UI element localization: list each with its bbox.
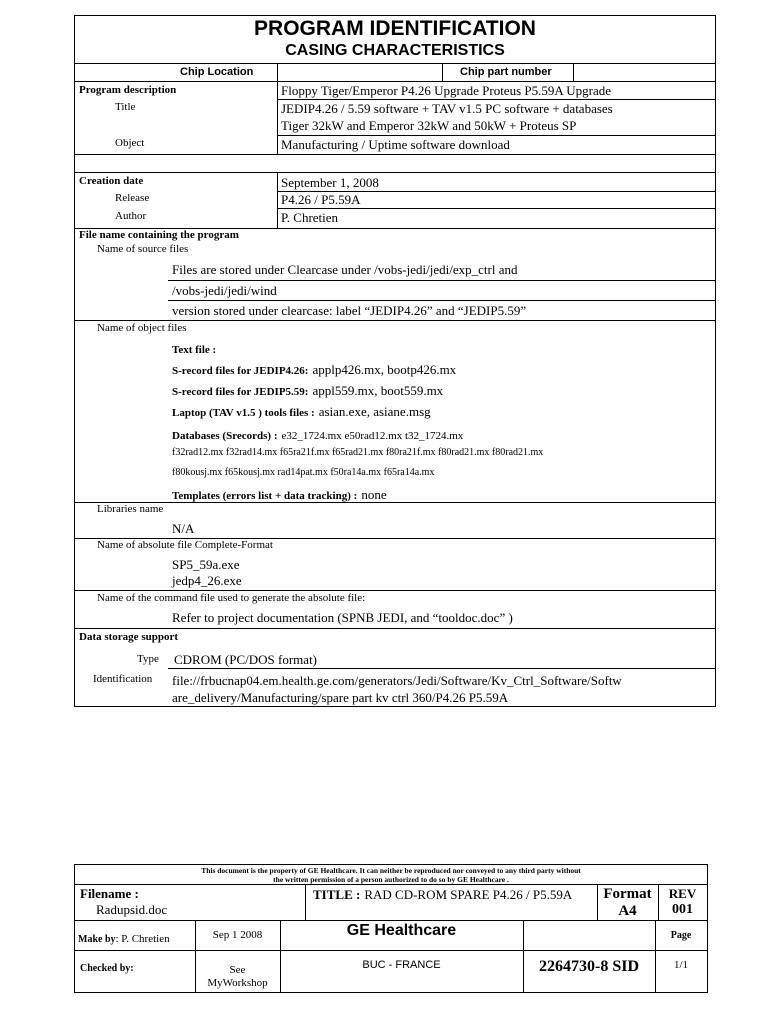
libraries-label: Libraries name: [97, 503, 164, 515]
chip-location-label: Chip Location: [180, 66, 254, 78]
databases-line3: f80kousj.mx f65kousj.mx rad14pat.mx f50ra14a.mx f65ra14a.mx: [172, 467, 435, 478]
creation-date-value: September 1, 2008: [281, 175, 379, 190]
property-notice-line2: the written permission of a person authorized to do so by GE Healthcare .: [273, 875, 509, 884]
absolute-file-line1: SP5_59a.exe: [172, 557, 240, 572]
srecord-559-label: S-record files for JEDIP5.59:: [172, 386, 309, 398]
srecord-426-line: [172, 361, 456, 379]
databases-line1: e32_1724.mx e50rad12.mx t32_1724.mx: [281, 430, 464, 442]
command-file-label: Name of the command file used to generate the absolute file:: [97, 592, 366, 604]
author-value: P. Chretien: [281, 210, 339, 225]
srecord-559-line: [172, 382, 443, 400]
identification-label: Identification: [93, 673, 153, 685]
footer-title: [313, 886, 572, 904]
release-label: Release: [115, 192, 150, 204]
filename-value: Radupsid.doc: [96, 902, 168, 917]
laptop-tools-label: Laptop (TAV v1.5 ) tools files :: [172, 407, 315, 419]
company-name: GE Healthcare: [346, 922, 457, 939]
filename-label: Filename :: [80, 886, 139, 901]
program-title-line2: Tiger 32kW and Emperor 32kW and 50kW + Proteus SP: [281, 118, 577, 133]
format-value: A4: [618, 903, 637, 919]
company-location: BUC - FRANCE: [362, 959, 441, 971]
rev-label: REV: [668, 886, 697, 901]
storage-type-label: Type: [137, 653, 159, 665]
databases-line2: f32rad12.mx f32rad14.mx f65ra21f.mx f65rad21.mx f80ra21f.mx f80rad21.mx f80rad21.mx: [172, 447, 544, 458]
checked-by-line2: MyWorkshop: [207, 977, 268, 989]
identification-line2: are_delivery/Manufacturing/spare part kv ctrl 360/P4.26 P5.59A: [172, 690, 509, 705]
release-value: P4.26 / P5.59A: [281, 192, 361, 207]
data-storage-label: Data storage support: [79, 631, 178, 643]
templates-label: Templates (errors list + data tracking) :: [172, 490, 358, 502]
document-number: 2264730-8 SID: [538, 958, 639, 975]
document-title: PROGRAM IDENTIFICATION: [254, 17, 536, 40]
footer-title-value: RAD CD-ROM SPARE P4.26 / P5.59A: [364, 887, 573, 902]
rev-value: 001: [672, 902, 693, 917]
checked-by-line1: See: [229, 964, 246, 976]
program-object-label: Object: [115, 137, 145, 149]
page-value: 1/1: [673, 959, 689, 971]
author-label: Author: [115, 210, 147, 222]
footer-title-label: TITLE :: [313, 887, 361, 902]
make-by-label: Make by: [78, 934, 116, 945]
page-label: Page: [670, 930, 692, 941]
program-description-label: Program description: [79, 84, 177, 96]
object-files-label: Name of object files: [97, 322, 187, 334]
make-by: [78, 929, 170, 947]
libraries-value: N/A: [172, 521, 195, 536]
srecord-426-label: S-record files for JEDIP4.26:: [172, 365, 309, 377]
absolute-file-line2: jedp4_26.exe: [172, 573, 242, 588]
source-files-line3: version stored under clearcase: label “JEDIP4.26” and “JEDIP5.59”: [172, 303, 527, 318]
srecord-426-value: applp426.mx, bootp426.mx: [312, 362, 457, 377]
text-file-label: Text file :: [172, 344, 217, 356]
databases-line: [172, 426, 463, 444]
absolute-file-label: Name of absolute file Complete-Format: [97, 539, 273, 551]
checked-by-label: Checked by:: [80, 963, 134, 974]
source-files-line1: Files are stored under Clearcase under /vobs-jedi/jedi/exp_ctrl and: [172, 262, 518, 277]
databases-label: Databases (Srecords) :: [172, 430, 278, 442]
make-by-value: : P. Chretien: [115, 933, 170, 945]
make-date: Sep 1 2008: [212, 929, 263, 941]
program-title-line1: JEDIP4.26 / 5.59 software + TAV v1.5 PC software + databases: [281, 101, 613, 116]
source-files-line2: /vobs-jedi/jedi/wind: [172, 283, 277, 298]
document-subtitle: CASING CHARACTERISTICS: [285, 42, 505, 59]
identification-line1: file://frbucnap04.em.health.ge.com/generators/Jedi/Software/Kv_Ctrl_Software/Softw: [172, 673, 622, 688]
creation-date-label: Creation date: [79, 175, 144, 187]
storage-type-value: CDROM (PC/DOS format): [174, 652, 318, 667]
chip-part-number-label: Chip part number: [460, 66, 552, 78]
templates-value: none: [361, 487, 387, 502]
command-file-value: Refer to project documentation (SPNB JEDI, and “tooldoc.doc” ): [172, 610, 513, 625]
program-description-value: Floppy Tiger/Emperor P4.26 Upgrade Proteus P5.59A Upgrade: [281, 83, 612, 98]
templates-line: [172, 486, 387, 504]
file-name-section-label: File name containing the program: [79, 229, 239, 241]
property-notice-line1: This document is the property of GE Healthcare. It can neither be reproduced nor conveyed to any third party without: [201, 866, 581, 875]
laptop-tools-value: asian.exe, asiane.msg: [318, 404, 431, 419]
srecord-559-value: appl559.mx, boot559.mx: [312, 383, 444, 398]
laptop-tools-line: [172, 403, 431, 421]
source-files-label: Name of source files: [97, 243, 189, 255]
format-label: Format: [603, 886, 652, 902]
program-title-label: Title: [115, 101, 136, 113]
program-object-value: Manufacturing / Uptime software download: [281, 137, 510, 152]
